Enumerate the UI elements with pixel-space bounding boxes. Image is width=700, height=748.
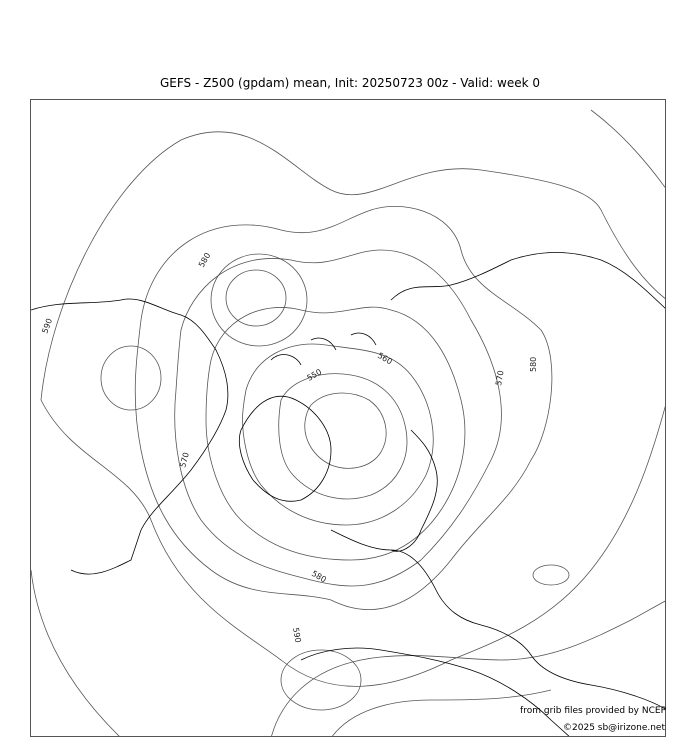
contour-closed-atlantic xyxy=(101,346,161,410)
contour-label: 570 xyxy=(494,369,506,387)
data-source-credit: from grib files provided by NCEP xyxy=(520,706,666,716)
contour-label: 550 xyxy=(305,367,324,383)
contour-closed-africa xyxy=(281,650,361,710)
contour-590-inner xyxy=(331,690,551,737)
coastline-africa xyxy=(301,648,571,737)
contour-label: 560 xyxy=(376,350,394,367)
contour-label: 580 xyxy=(196,251,213,269)
coastline-greenland xyxy=(239,396,331,501)
contour-590-outer xyxy=(41,132,666,687)
contour-closed-greenland xyxy=(226,270,286,326)
contour-label: 570 xyxy=(178,451,191,469)
contour-label: 590 xyxy=(40,317,55,335)
contour-560 xyxy=(206,307,465,560)
coastline-scandinavia xyxy=(391,430,437,551)
contour-closed-north xyxy=(211,254,307,346)
map-frame xyxy=(30,99,666,737)
contour-580 xyxy=(135,206,552,609)
contour-label: 580 xyxy=(529,356,538,372)
coastline-north-america xyxy=(31,299,228,574)
contour-label: 580 xyxy=(310,568,328,585)
coastline-europe xyxy=(331,530,666,710)
contour-530 xyxy=(305,393,386,468)
projection-limb xyxy=(31,570,121,737)
contour-570 xyxy=(175,250,502,586)
contour-closed-mideast xyxy=(533,565,569,585)
coastline-asia xyxy=(391,253,666,311)
projection-limb-right xyxy=(591,110,666,190)
map-title: GEFS - Z500 (gpdam) mean, Init: 20250723 00z - Valid: week 0 xyxy=(159,76,541,90)
contour-label: 590 xyxy=(291,626,303,644)
copyright-credit: ©2025 sb@irizone.net xyxy=(563,723,665,733)
contour-550 xyxy=(243,344,434,525)
contour-540 xyxy=(279,374,407,499)
polar-map xyxy=(31,100,666,737)
